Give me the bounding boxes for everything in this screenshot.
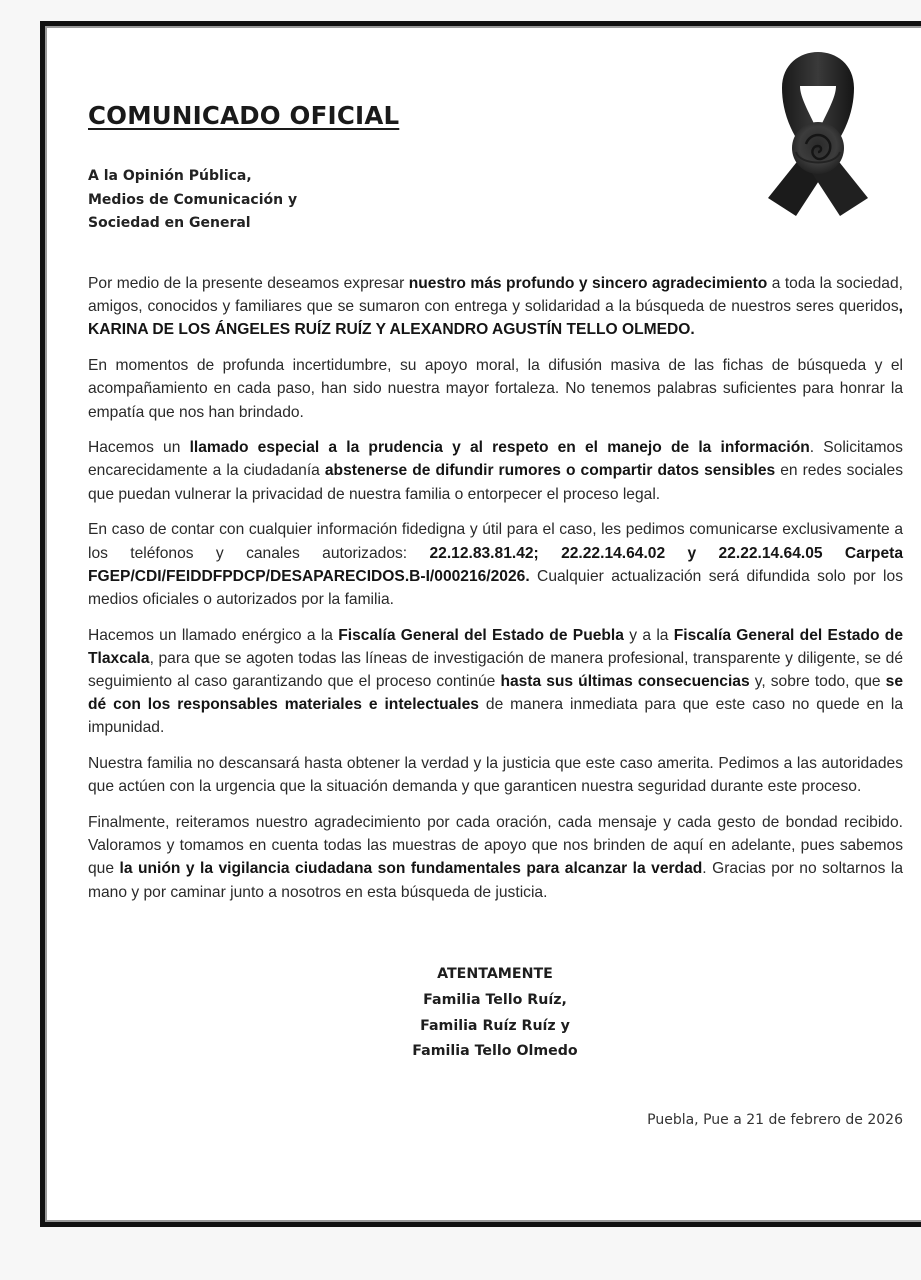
text-run: Nuestra familia no descansará hasta obtener la verdad y la justicia que este caso amerita. Pedimos a las autoridades que actúen con la urgencia que la situación demanda y que garanticen nuestra seguridad durante este proceso. — [88, 755, 903, 796]
addressee-line: A la Opinión Pública, — [88, 168, 252, 184]
paragraph — [88, 272, 903, 342]
addressee-line: Medios de Comunicación y — [88, 191, 298, 208]
text-run: Finalmente, reiteramos nuestro agradecimiento por cada oración, cada mensaje y cada gesto de bondad recibido. Valoramos y tomamos en cuenta todas las muestras de apoyo que nos brinden de aquí en adelante, pues sabemos que — [88, 814, 903, 878]
text-run: y, sobre todo, que — [749, 673, 886, 691]
text-run: de manera inmediata para que este caso no quede en la impunidad. — [88, 696, 903, 737]
paragraph — [88, 436, 903, 506]
emphasized-text: Fiscalía General del Estado de Puebla — [338, 626, 624, 644]
mourning-ribbon-icon — [760, 48, 876, 220]
addressee-block — [88, 165, 297, 236]
emphasized-text: se dé con los responsables materiales e intelectuales — [88, 673, 904, 714]
signer: Familia Tello Ruíz, — [423, 991, 567, 1008]
emphasized-text: nuestro más profundo y sincero agradecimiento — [408, 275, 768, 292]
text-run: en redes sociales que puedan vulnerar la privacidad de nuestra familia o entorpecer el proceso legal. — [88, 462, 903, 503]
document-title: COMUNICADO OFICIAL — [88, 101, 400, 130]
paragraph — [88, 811, 903, 904]
text-run: a toda la sociedad, amigos, conocidos y familiares que se sumaron con entrega y solidaridad a la búsqueda de nuestros seres queridos — [88, 275, 903, 316]
text-run: . Gracias por no soltarnos la mano y por caminar junto a nosotros en esta búsqueda de justicia. — [88, 860, 903, 901]
document-body — [88, 272, 903, 916]
emphasized-text: Fiscalía General del Estado de Tlaxcala — [88, 626, 904, 667]
place-date: Puebla, Pue a 21 de febrero de 2026 — [647, 1112, 903, 1128]
text-run: . Solicitamos encarecidamente a la ciudadanía — [88, 439, 903, 480]
text-run: Por medio de la presente deseamos expresar — [88, 275, 409, 292]
emphasized-text: , KARINA DE LOS ÁNGELES RUÍZ RUÍZ Y ALEXANDRO AGUSTÍN TELLO OLMEDO. — [88, 298, 903, 339]
signer: Familia Ruíz Ruíz y — [420, 1017, 570, 1034]
emphasized-text: hasta sus últimas consecuencias — [500, 673, 750, 691]
closing: ATENTAMENTE — [437, 966, 553, 982]
emphasized-text: la unión y la vigilancia ciudadana son fundamentales para alcanzar la verdad — [119, 860, 703, 878]
text-run: Hacemos un llamado enérgico a la — [88, 626, 339, 644]
signature-block — [295, 962, 695, 1065]
paragraph — [88, 518, 903, 611]
paragraph — [88, 752, 903, 798]
emphasized-text: abstenerse de difundir rumores o compartir datos sensibles — [324, 462, 776, 480]
text-run: En momentos de profunda incertidumbre, su apoyo moral, la difusión masiva de las fichas de búsqueda y el acompañamiento en cada paso, han sido nuestra mayor fortaleza. No tenemos palabras suficientes para honrar la empatía que nos han brindado. — [88, 357, 903, 421]
paragraph — [88, 354, 903, 424]
addressee-line: Sociedad en General — [88, 215, 251, 231]
text-run: , para que se agoten todas las líneas de investigación de manera profesional, transparente y diligente, se dé seguimiento al caso garantizando que el proceso continúe — [88, 649, 903, 691]
text-run: Hacemos un — [88, 439, 190, 457]
text-run: Cualquier actualización será difundida solo por los medios oficiales o autorizados por la familia. — [88, 567, 903, 608]
emphasized-text: llamado especial a la prudencia y al respeto en el manejo de la información — [189, 439, 810, 457]
emphasized-text: 22.12.83.81.42; 22.22.14.64.02 y 22.22.14.64.05 Carpeta FGEP/CDI/FEIDDFPDCP/DESAPARECIDOS.B-I/000216/2026. — [88, 544, 903, 585]
paragraph — [88, 624, 903, 740]
text-run: En caso de contar con cualquier información fidedigna y útil para el caso, les pedimos comunicarse exclusivamente a los teléfonos y canales autorizados: — [88, 521, 903, 562]
signer: Familia Tello Olmedo — [412, 1043, 578, 1060]
text-run: y a la — [623, 626, 674, 644]
